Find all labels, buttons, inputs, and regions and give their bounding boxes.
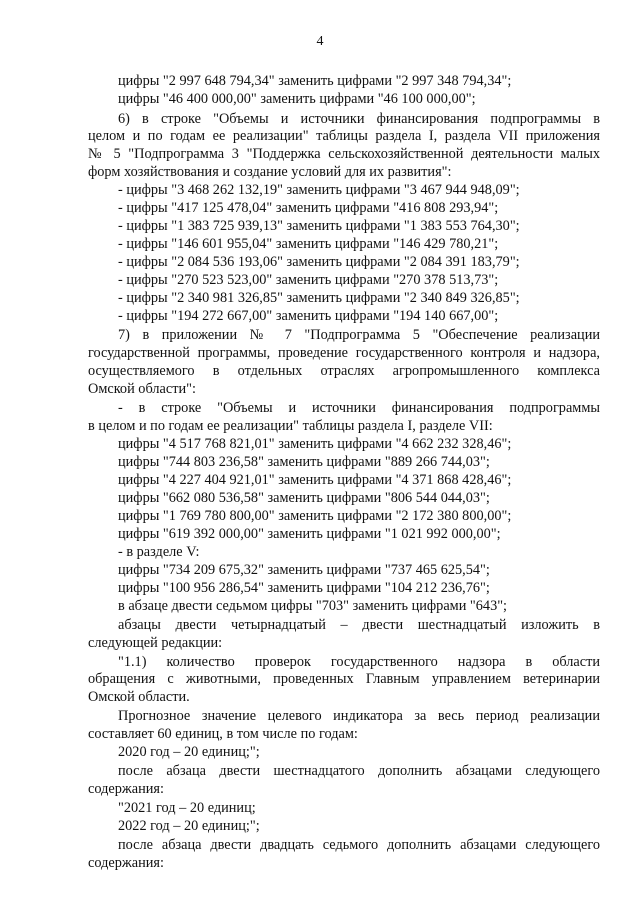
text-line: целом и по годам ее реализации" таблицы раздела I, раздела VII приложения	[88, 128, 600, 144]
text-line: содержания:	[88, 781, 164, 797]
text-line: 6) в строке "Объемы и источники финансирования подпрограммы в	[118, 111, 600, 127]
text-line: - цифры "2 084 536 193,06" заменить цифрами "2 084 391 183,79";	[118, 254, 520, 270]
text-line: цифры "100 956 286,54" заменить цифрами "104 212 236,76";	[118, 580, 490, 596]
text-line: цифры "662 080 536,58" заменить цифрами "806 544 044,03";	[118, 490, 490, 506]
text-line: Омской области.	[88, 689, 190, 705]
text-line: - цифры "2 340 981 326,85" заменить цифрами "2 340 849 326,85";	[118, 290, 520, 306]
text-line: цифры "4 227 404 921,01" заменить цифрами "4 371 868 428,46";	[118, 472, 512, 488]
text-line: содержания:	[88, 855, 164, 871]
text-line: 2020 год – 20 единиц;";	[118, 744, 260, 760]
text-line: форм хозяйствования и создание условий для их развития":	[88, 164, 452, 180]
text-line: - цифры "270 523 523,00" заменить цифрами "270 378 513,73";	[118, 272, 499, 288]
text-line: в целом и по годам ее реализации" таблицы раздела I, разделе VII:	[88, 418, 493, 434]
text-line: цифры "734 209 675,32" заменить цифрами "737 465 625,54";	[118, 562, 490, 578]
text-line: цифры "2 997 648 794,34" заменить цифрами "2 997 348 794,34";	[118, 73, 512, 89]
text-line: составляет 60 единиц, в том числе по годам:	[88, 726, 358, 742]
text-line: "1.1) количество проверок государственного надзора в области	[118, 654, 600, 670]
text-line: цифры "744 803 236,58" заменить цифрами "889 266 744,03";	[118, 454, 490, 470]
text-line: Прогнозное значение целевого индикатора за весь период реализации	[118, 708, 600, 724]
text-line: в абзаце двести седьмом цифры "703" заменить цифрами "643";	[118, 598, 508, 614]
text-line: цифры "46 400 000,00" заменить цифрами "46 100 000,00";	[118, 91, 476, 107]
text-line: цифры "619 392 000,00" заменить цифрами "1 021 992 000,00";	[118, 526, 501, 542]
text-line: абзацы двести четырнадцатый – двести шестнадцатый изложить в	[118, 617, 600, 633]
text-line: № 5 "Подпрограмма 3 "Поддержка сельскохозяйственной деятельности малых	[88, 146, 600, 162]
text-line: 2022 год – 20 единиц;";	[118, 818, 260, 834]
text-line: обращения с животными, проведенных Главным управлением ветеринарии	[88, 671, 600, 687]
page-number: 4	[316, 34, 324, 49]
text-line: цифры "4 517 768 821,01" заменить цифрами "4 662 232 328,46";	[118, 436, 512, 452]
text-line: - цифры "3 468 262 132,19" заменить цифрами "3 467 944 948,09";	[118, 182, 520, 198]
text-line: - в строке "Объемы и источники финансирования подпрограммы	[118, 400, 600, 416]
text-line: - в разделе V:	[118, 544, 200, 560]
text-line: после абзаца двести двадцать седьмого дополнить абзацами следующего	[118, 837, 600, 853]
text-line: - цифры "146 601 955,04" заменить цифрами "146 429 780,21";	[118, 236, 499, 252]
text-line: Омской области":	[88, 381, 196, 397]
text-line: - цифры "194 272 667,00" заменить цифрами "194 140 667,00";	[118, 308, 499, 324]
text-line: цифры "1 769 780 800,00" заменить цифрами "2 172 380 800,00";	[118, 508, 512, 524]
text-line: "2021 год – 20 единиц;	[118, 800, 256, 816]
text-line: после абзаца двести шестнадцатого дополнить абзацами следующего	[118, 763, 600, 779]
text-line: осуществляемого в отдельных отраслях агропромышленного комплекса	[88, 363, 600, 379]
text-line: следующей редакции:	[88, 635, 223, 651]
text-line: - цифры "417 125 478,04" заменить цифрами "416 808 293,94";	[118, 200, 499, 216]
text-line: 7) в приложении № 7 "Подпрограмма 5 "Обеспечение реализации	[118, 327, 600, 343]
text-line: - цифры "1 383 725 939,13" заменить цифрами "1 383 553 764,30";	[118, 218, 520, 234]
text-line: государственной программы, проведение государственного контроля и надзора,	[88, 345, 600, 361]
